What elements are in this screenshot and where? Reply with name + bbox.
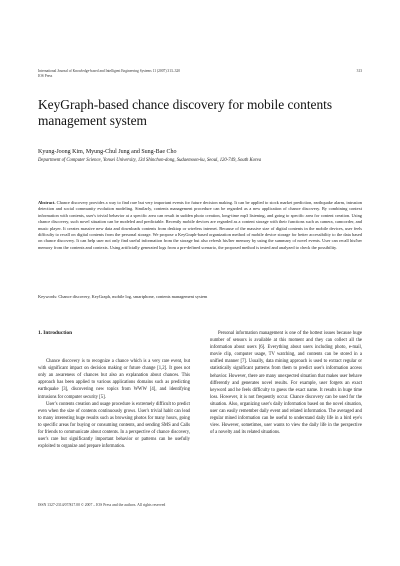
- abstract-label: Abstract.: [38, 200, 56, 205]
- abstract-text: Chance discovery provides a way to find rare but very important events for future decision making. It can be applied to stock market prediction, earthquake alarm, intrusion detection and social community evolution modeling. Similarly, contents management procedure can be regarded as a new application of chance discovery. By combining context information with contents, user's trivial behavior at a specific area can result in sudden photo creation, long-time mp3 listening, and going to specific area for content creation. Using chance discovery, such novel situation can be modeled and predictable. Recently mobile devices are regarded as a content storage with their functions such as camera, camcorder, and music player. It creates massive new data and downloads contents from desktop or wireless internet. Because of the massive size of digital contents in the mobile devices, user feels difficulty to recall on digital contents from the personal storage. We propose a KeyGraph-based organization method of mobile device storage for better accessibility to the data based on chance discovery. It can help user not only find useful information from the storage but also refresh his/her memory by using the summary of novel events. User can recall his/her memory from the contents and contexts. Using artificially generated logs from a pre-defined scenario, the proposed method is tested and analyzed to check the possibility.: [38, 200, 362, 250]
- right-column: [210, 330, 362, 436]
- journal-citation: International Journal of Knowledge-based and Intelligent Engineering Systems 11 (2007) 313–320: [38, 69, 180, 73]
- left-column: [38, 330, 190, 450]
- page-number: 313: [356, 69, 362, 73]
- paragraph: User's contents creation and usage procedure is extremely difficult to predict even when the size of contents continuously grows. User's trivial habit can lead to many interesting huge results such as browsing photos for many hours, going to specific areas for buying or consuming contents, and sending SMS and Calls for friends to communicate about contents. In a perspective of chance discovery, user's rare but significantly important behavior or patterns can be usefully exploited to organize and prepare information.: [38, 401, 190, 450]
- keywords: Keywords: Chance discovery, KeyGraph, mobile log, smartphone, contents management system: [38, 294, 208, 299]
- abstract: [38, 200, 362, 251]
- publisher: IOS Press: [38, 74, 53, 78]
- paper-title: KeyGraph-based chance discovery for mobile contents management system: [38, 97, 333, 128]
- author-affiliation: Department of Computer Science, Yonsei University, 134 Shinchon-dong, Sudaemoon-ku, Seoul, 120-749, South Korea: [38, 158, 262, 163]
- copyright-footer: ISSN 1327-2314/07/$17.00 © 2007 – IOS Press and the authors. All rights reserved: [38, 503, 166, 507]
- paper-authors: Kyung-Joong Kim, Myung-Chul Jung and Sung-Bae Cho: [38, 149, 177, 155]
- paragraph: Chance discovery is to recognize a chance which is a very rare event, but with significant impact on decision making or future change [1,2]. It goes not only an awareness of chances but also an explanation about chances. This approach has been applied to various applications domains such as predicting earthquake [3], discovering new topics from WWW [4], and identifying intrusions for computer security [5].: [38, 359, 190, 400]
- paragraph: Personal information management is one of the hottest issues because huge number of sensors is available at this moment and they can collect all the information about users [6]. Everything about users including photo, e-mail, movie clip, computer usage, TV watching, and contents can be stored in a unified manner [7]. Usually, data mining approach is used to extract regular or statistically significant patterns from them to predict user's information access behavior. However, there are many unexpected situation that makes user behave differently and generates novel results. For example, user forgets an exact keyword and he feels difficulty to guess the exact name. It results in huge time loss. However, it is not frequently occur. Chance discovery can be used for the situation. Also, organizing user's daily information based on the novel situation, user can easily remember daily event and related information. The averaged and regular mined information can be useful to understand daily life in a bird eye's view. However, sometimes, user wants to view the daily life in the perspective of a novelty and its related situations.: [210, 331, 362, 436]
- journal-header: [38, 69, 362, 79]
- section-heading: 1. Introduction: [38, 330, 73, 336]
